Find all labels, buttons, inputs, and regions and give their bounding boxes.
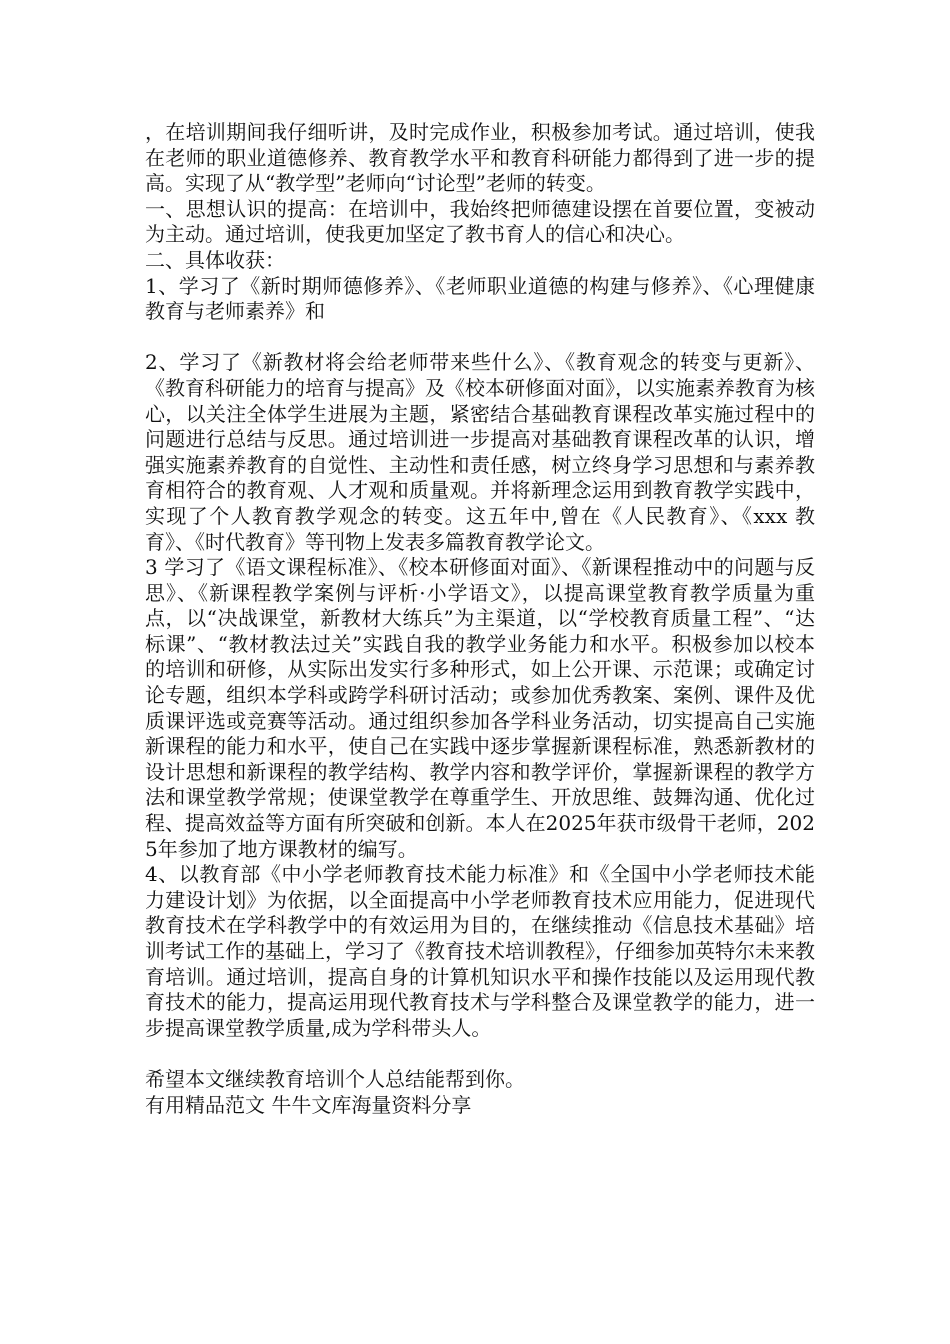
document-page (145, 120, 815, 1118)
paragraph-section-1: 一、思想认识的提高：在培训中，我始终把师德建设摆在首要位置，变被动为主动。通过培训，使我更加坚定了教书育人的信心和决心。 (145, 196, 815, 247)
paragraph-intro: ，在培训期间我仔细听讲，及时完成作业，积极参加考试。通过培训，使我在老师的职业道德修养、教育教学水平和教育科研能力都得到了进一步的提高。实现了从“教学型”老师向“讨论型”老师的转变。 (145, 120, 815, 196)
paragraph-item-2: 2、学习了《新教材将会给老师带来些什么》、《教育观念的转变与更新》、《教育科研能力的培育与提高》及《校本研修面对面》，以实施素养教育为核心，以关注全体学生进展为主题，紧密结合基础教育课程改革实施过程中的问题进行总结与反思。通过培训进一步提高对基础教育课程改革的认识，增强实施素养教育的自觉性、主动性和责任感，树立终身学习思想和与素养教育相符合的教育观、人才观和质量观。并将新理念运用到教育教学实践中，实现了个人教育教学观念的转变。这五年中,曾在《人民教育》、《xxx 教育》、《时代教育》等刊物上发表多篇教育教学论文。 (145, 350, 815, 554)
paragraph-footer: 有用精品范文 牛牛文库海量资料分享 (145, 1092, 472, 1117)
paragraph-item-3: 3 学习了《语文课程标准》、《校本研修面对面》、《新课程推动中的问题与反思》、《新课程教学案例与评析·小学语文》，以提高课堂教育教学质量为重点，以“决战课堂，新教材大练兵”为主渠道，以“学校教育质量工程”、“达标课”、“教材教法过关”实践自我的教学业务能力和水平。积极参加以校本的培训和研修，从实际出发实行多种形式，如上公开课、示范课；或确定讨论专题，组织本学科或跨学科研讨活动；或参加优秀教案、案例、课件及优质课评选或竞赛等活动。通过组织参加各学科业务活动，切实提高自己实施新课程的能力和水平，使自己在实践中逐步掌握新课程标准，熟悉新教材的设计思想和新课程的教学结构、教学内容和教学评价，掌握新课程的教学方法和课堂教学常规；使课堂教学在尊重学生、开放思维、鼓舞沟通、优化过程、提高效益等方面有所突破和创新。本人在2025年获市级骨干老师，2025年参加了地方课教材的编写。 (145, 555, 815, 861)
paragraph-section-2-heading: 二、具体收获： (145, 247, 285, 272)
paragraph-item-4: 4、以教育部《中小学老师教育技术能力标准》和《全国中小学老师技术能力建设计划》为依据，以全面提高中小学老师教育技术应用能力，促进现代教育技术在学科教学中的有效运用为目的，在继续推动《信息技术基础》培训考试工作的基础上，学习了《教育技术培训教程》，仔细参加英特尔未来教育培训。通过培训，提高自身的计算机知识水平和操作技能以及运用现代教育技术的能力，提高运用现代教育技术与学科整合及课堂教学的能力，进一步提高课堂教学质量,成为学科带头人。 (145, 862, 815, 1040)
paragraph-closing: 希望本文继续教育培训个人总结能帮到你。 (145, 1066, 525, 1091)
blank-line (145, 1041, 815, 1067)
paragraph-item-1: 1、学习了《新时期师德修养》、《老师职业道德的构建与修养》、《心理健康教育与老师素养》和 (145, 273, 815, 324)
blank-line (145, 325, 815, 351)
